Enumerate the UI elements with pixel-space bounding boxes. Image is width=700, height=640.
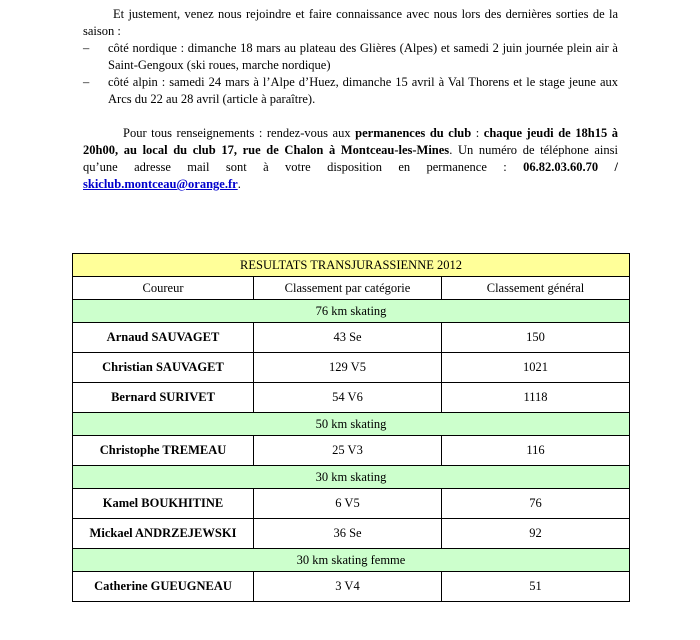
overall-rank: 51 — [442, 572, 630, 602]
contact-middle: . Un numéro de téléphone ainsi qu’une adresse mail sont à votre disposition en permanence : — [83, 143, 618, 174]
table-row — [73, 353, 630, 383]
table-row — [73, 436, 630, 466]
section-label: 50 km skating — [73, 413, 630, 436]
category-rank: 54 V6 — [254, 383, 442, 413]
section-label: 30 km skating femme — [73, 549, 630, 572]
section-label: 30 km skating — [73, 466, 630, 489]
paragraph-spacer — [83, 108, 618, 125]
runner-name: Kamel BOUKHITINE — [73, 489, 254, 519]
outing-alpine: côté alpin : samedi 24 mars à l’Alpe d’Huez, dimanche 15 avril à Val Thorens et le stage jeune aux Arcs du 22 au 28 avril (article à paraître). — [108, 75, 618, 106]
runner-name: Bernard SURIVET — [73, 383, 254, 413]
category-rank: 3 V4 — [254, 572, 442, 602]
section-row — [73, 413, 630, 436]
bullet-dash: – — [83, 41, 90, 55]
column-header-overall-rank: Classement général — [442, 277, 630, 300]
category-rank: 36 Se — [254, 519, 442, 549]
overall-rank: 1021 — [442, 353, 630, 383]
category-rank: 129 V5 — [254, 353, 442, 383]
table-row — [73, 519, 630, 549]
bullet-dash: – — [83, 75, 90, 89]
article-text — [83, 6, 618, 193]
category-rank: 43 Se — [254, 323, 442, 353]
overall-rank: 76 — [442, 489, 630, 519]
category-rank: 6 V5 — [254, 489, 442, 519]
contact-end: . — [237, 177, 241, 191]
contact-lead: Pour tous renseignements : rendez-vous aux — [123, 126, 356, 140]
runner-name: Catherine GUEUGNEAU — [73, 572, 254, 602]
section-row — [73, 466, 630, 489]
schedule-text: chaque jeudi de 18h15 à 20h00, au local du club 17, rue de Chalon à Montceau-les-Mines — [83, 126, 619, 157]
phone-number: 06.82.03.60.70 / — [523, 160, 618, 174]
category-rank: 25 V3 — [254, 436, 442, 466]
overall-rank: 116 — [442, 436, 630, 466]
list-item — [83, 74, 618, 108]
table-header-row — [73, 277, 630, 300]
section-row — [73, 549, 630, 572]
table-row — [73, 572, 630, 602]
contact-colon: : — [471, 126, 484, 140]
overall-rank: 150 — [442, 323, 630, 353]
runner-name: Mickael ANDRZEJEWSKI — [73, 519, 254, 549]
runner-name: Christian SAUVAGET — [73, 353, 254, 383]
table-row — [73, 383, 630, 413]
table-title: RESULTATS TRANSJURASSIENNE 2012 — [73, 254, 630, 277]
section-row — [73, 300, 630, 323]
section-label: 76 km skating — [73, 300, 630, 323]
runner-name: Arnaud SAUVAGET — [73, 323, 254, 353]
column-header-category-rank: Classement par catégorie — [254, 277, 442, 300]
overall-rank: 1118 — [442, 383, 630, 413]
outings-list — [83, 40, 618, 108]
intro-paragraph: Et justement, venez nous rejoindre et faire connaissance avec nous lors des dernières sorties de la saison : — [83, 7, 618, 38]
email-link[interactable]: skiclub.montceau@orange.fr — [83, 177, 238, 191]
results-table — [72, 253, 630, 602]
table-row — [73, 489, 630, 519]
contact-paragraph — [83, 125, 618, 193]
list-item — [83, 40, 618, 74]
column-header-runner: Coureur — [73, 277, 254, 300]
table-row — [73, 323, 630, 353]
runner-name: Christophe TREMEAU — [73, 436, 254, 466]
table-title-row — [73, 254, 630, 277]
outing-nordic: côté nordique : dimanche 18 mars au plateau des Glières (Alpes) et samedi 2 juin journée plein air à Saint-Gengoux (ski roues, marche nordique) — [108, 41, 618, 72]
permanences-text: permanences du club — [355, 126, 472, 140]
overall-rank: 92 — [442, 519, 630, 549]
